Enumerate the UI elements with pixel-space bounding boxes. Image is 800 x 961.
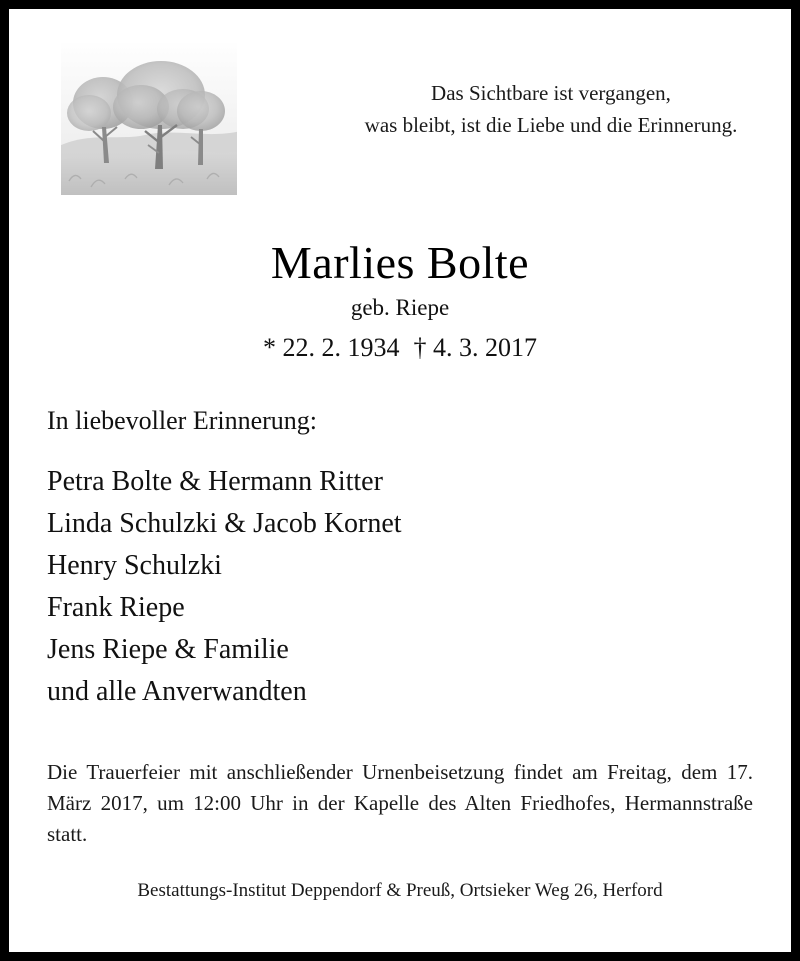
list-item: Linda Schulzki & Jacob Kornet [47, 508, 402, 539]
maiden-name: geb. Riepe [350, 295, 450, 320]
birth-date: * 22. 2. 1934 [263, 333, 400, 362]
list-item: Jens Riepe & Familie [47, 634, 289, 665]
motto-line-1: Das Sichtbare ist vergangen, [431, 81, 671, 105]
list-item: Frank Riepe [47, 592, 185, 623]
motto-line-2: was bleibt, ist die Liebe und die Erinnerung. [364, 113, 738, 137]
death-date: † 4. 3. 2017 [413, 333, 537, 362]
list-item: und alle Anverwandten [47, 676, 307, 707]
tree-landscape-illustration [49, 29, 249, 209]
name-block [43, 237, 757, 365]
ceremony-details: Die Trauerfeier mit anschließender Urnenbeisetzung findet am Freitag, dem 17. März 2017, um 12:00 Uhr in der Kapelle des Alten Friedhofes, Hermannstraße statt. [47, 760, 753, 846]
funeral-home-credit: Bestattungs-Institut Deppendorf & Preuß, Ortsieker Weg 26, Herford [137, 880, 663, 901]
list-item: Petra Bolte & Hermann Ritter [47, 466, 383, 497]
top-area [43, 9, 757, 209]
notice-inner [9, 9, 791, 952]
motto [311, 77, 791, 141]
list-item: Henry Schulzki [47, 550, 222, 581]
survivors-list [47, 461, 757, 713]
life-dates [43, 331, 757, 365]
survivors-intro: In liebevoller Erinnerung: [47, 406, 318, 435]
page-title: Marlies Bolte [270, 237, 530, 288]
